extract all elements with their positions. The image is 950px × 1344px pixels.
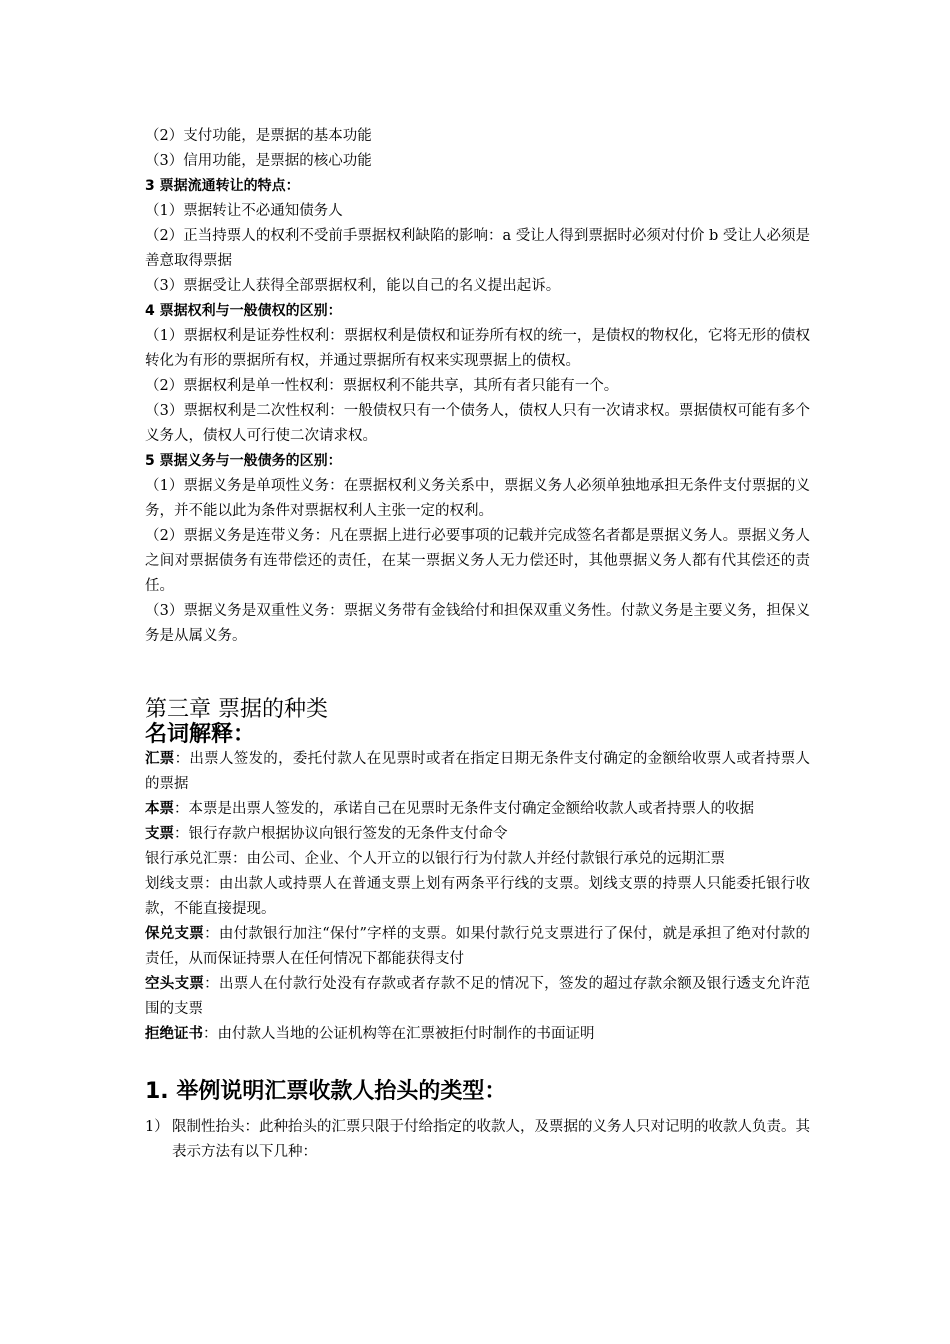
chapter-subtitle: 名词解释：	[145, 722, 256, 747]
term-definition: 由付款人当地的公证机构等在汇票被拒付时制作的书面证明	[217, 1026, 595, 1042]
term-entry	[145, 847, 810, 872]
section-3-para-1: （1）票据转让不必通知债务人	[145, 203, 343, 219]
term-label: 保兑支票	[145, 926, 205, 942]
term-entry	[145, 872, 810, 922]
term-separator: ：	[204, 976, 219, 992]
list-item-number: 1）	[145, 1119, 169, 1135]
section-5-para-1: （1）票据义务是单项性义务：在票据权利义务关系中，票据义务人必须单独地承担无条件支付票据的义务，并不能以此为条件对票据权利人主张一定的权利。	[145, 478, 810, 519]
section-4-para-1: （1）票据权利是证券性权利：票据权利是债权和证券所有权的统一，是债权的物权化，它将无形的债权转化为有形的票据所有权，并通过票据所有权来实现票据上的债权。	[145, 328, 810, 369]
term-definition: 出票人签发的，委托付款人在见票时或者在指定日期无条件支付确定的金额给收票人或者持票人的票据	[145, 751, 811, 792]
term-entry	[145, 922, 810, 972]
term-entry	[145, 1022, 810, 1047]
term-label: 支票	[145, 826, 174, 842]
list-item-text: 限制性抬头：此种抬头的汇票只限于付给指定的收款人，及票据的义务人只对记明的收款人负责。其表示方法有以下几种：	[172, 1119, 810, 1160]
term-list	[145, 747, 810, 1047]
document-page	[145, 124, 810, 1165]
intro-line-1: （2）支付功能，是票据的基本功能	[145, 128, 372, 144]
term-definition: 本票是出票人签发的，承诺自己在见票时无条件支付确定金额给收款人或者持票人的收据	[188, 801, 754, 817]
term-definition: 出票人在付款行处没有存款或者存款不足的情况下，签发的超过存款余额及银行透支允许范围的支票	[145, 976, 811, 1017]
term-definition: 划线支票：由出款人或持票人在普通支票上划有两条平行线的支票。划线支票的持票人只能委托银行收款，不能直接提现。	[145, 876, 810, 917]
term-separator: ：	[203, 1026, 218, 1042]
term-separator: ：	[174, 751, 190, 767]
term-label: 汇票	[145, 751, 175, 767]
term-entry	[145, 972, 810, 1022]
term-definition: 银行承兑汇票：由公司、企业、个人开立的以银行行为付款人并经付款银行承兑的远期汇票	[145, 851, 725, 867]
term-definition: 银行存款户根据协议向银行签发的无条件支付命令	[188, 826, 508, 842]
section-5-heading: 5 票据义务与一般债务的区别：	[145, 453, 342, 469]
term-label: 本票	[145, 801, 174, 817]
intro-line-2: （3）信用功能，是票据的核心功能	[145, 153, 372, 169]
term-separator: ：	[174, 801, 189, 817]
section-3-para-2: （2）正当持票人的权利不受前手票据权利缺陷的影响：a 受让人得到票据时必须对付价 b 受让人必须是善意取得票据	[145, 228, 810, 269]
chapter-title: 第三章 票据的种类	[145, 697, 328, 722]
section-4-heading: 4 票据权利与一般债权的区别：	[145, 303, 342, 319]
term-separator: ：	[174, 826, 189, 842]
section-3-para-3: （3）票据受让人获得全部票据权利，能以自己的名义提出起诉。	[145, 278, 561, 294]
term-label: 拒绝证书	[145, 1026, 203, 1042]
term-separator: ：	[204, 926, 219, 942]
section-4-para-2: （2）票据权利是单一性权利：票据权利不能共享，其所有者只能有一个。	[145, 378, 619, 394]
section-5-para-3: （3）票据义务是双重性义务：票据义务带有金钱给付和担保双重义务性。付款义务是主要义务，担保义务是从属义务。	[145, 603, 810, 644]
term-entry	[145, 747, 810, 797]
section-3-heading: 3 票据流通转让的特点：	[145, 178, 300, 194]
term-label: 空头支票	[145, 976, 205, 992]
term-definition: 由付款银行加注“保付”字样的支票。如果付款行兑支票进行了保付，就是承担了绝对付款的责任，从而保证持票人在任何情况下都能获得支付	[145, 926, 811, 967]
term-entry	[145, 797, 810, 822]
section-5-para-2: （2）票据义务是连带义务：凡在票据上进行必要事项的记载并完成签名者都是票据义务人。票据义务人之间对票据债务有连带偿还的责任，在某一票据义务人无力偿还时，其他票据义务人都有代其偿还的责任。	[145, 528, 810, 594]
term-entry	[145, 822, 810, 847]
section-1-title: 1. 举例说明汇票收款人抬头的类型：	[145, 1079, 507, 1104]
section-4-para-3: （3）票据权利是二次性权利：一般债权只有一个债务人，债权人只有一次请求权。票据债权可能有多个义务人，债权人可行使二次请求权。	[145, 403, 810, 444]
list-item	[145, 1115, 810, 1165]
